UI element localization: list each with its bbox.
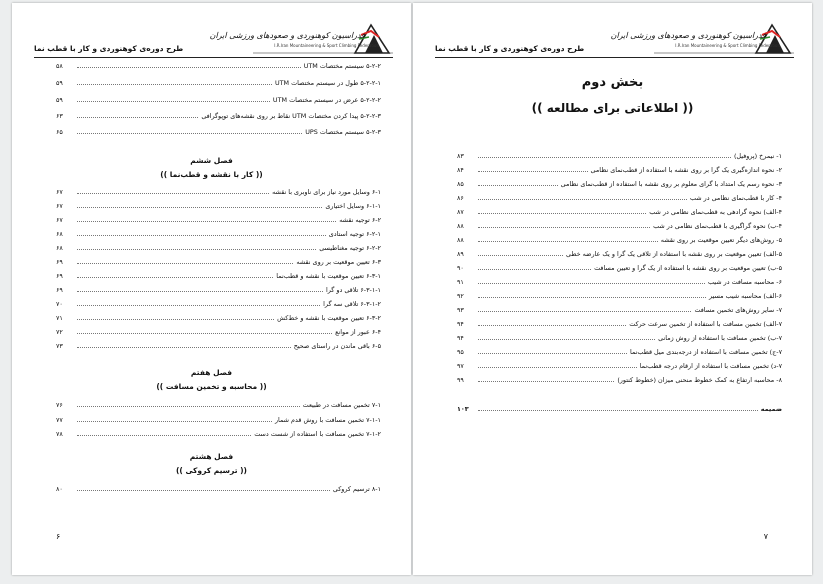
toc-leader — [478, 170, 588, 172]
toc-page-number: ۸۹ — [457, 250, 464, 258]
toc-leader — [77, 116, 198, 118]
header-title: طرح دوره‌ی کوهنوردی و کار با قطب نما — [34, 44, 184, 53]
toc-row[interactable] — [56, 253, 381, 266]
toc-row[interactable] — [457, 175, 782, 188]
toc-row-appendix[interactable] — [457, 400, 782, 413]
toc-leader — [77, 276, 273, 278]
toc-page-number: ۱۰۳ — [457, 405, 469, 413]
toc-row[interactable] — [457, 231, 782, 244]
toc-page-number: ۶۸ — [56, 244, 63, 252]
toc-label: ۵-۲-۲-۱ طول در سیستم مختصات UTM — [274, 79, 381, 87]
toc-label: ۵-ب) تعیین موقعیت بر روی نقشه با استفاده از یک گرا و تعیین مسافت — [594, 264, 782, 272]
toc-label: ۷-۱-۲ تخمین مسافت با استفاده از شست دست — [254, 430, 381, 438]
toc-leader — [77, 100, 270, 102]
toc-leader — [478, 338, 655, 340]
toc-label: ۵-۲-۲ سیستم مختصات UTM — [303, 62, 381, 70]
toc-label: ۶-۱-۱ وسایل اختیاری — [325, 202, 381, 210]
toc-row[interactable] — [457, 245, 782, 258]
toc-row[interactable] — [56, 197, 381, 210]
toc-leader — [77, 83, 272, 85]
toc-page-number: ۶۹ — [56, 258, 63, 266]
toc-page-number: ۸۵ — [457, 180, 464, 188]
toc-page-number: ۹۵ — [457, 348, 464, 356]
toc-page-number: ۶۷ — [56, 216, 63, 224]
chapter-8-subtitle: (( ترسیم کروکی )) — [176, 466, 247, 475]
toc-label: ۷- سایر روش‌های تخمین مسافت — [694, 306, 782, 314]
toc-label: ۷-الف) تخمین مسافت با استفاده از تخمین سرعت حرکت — [629, 320, 782, 328]
toc-leader — [77, 66, 301, 68]
page-header — [435, 21, 794, 58]
toc-leader — [77, 206, 322, 208]
toc-page-number: ۸۸ — [457, 222, 464, 230]
toc-page-number: ۹۴ — [457, 320, 464, 328]
toc-label: ۷-ب) تخمین مسافت با استفاده از روش زمانی — [658, 334, 782, 342]
toc-label: ۶-۳-۱ تعیین موقعیت با نقشه و قطب‌نما — [276, 272, 381, 280]
toc-label: ۴-ب) نحوه گراگیری با قطب‌نمای نظامی در شب — [653, 222, 782, 230]
toc-row[interactable] — [457, 315, 782, 328]
toc-label: ۶-۳-۱-۲ تلاقی سه گرا — [323, 300, 381, 308]
toc-label: ۵-الف) تعیین موقعیت بر روی نقشه با استفاده از تلاقی یک گرا و یک عارضه خطی — [566, 250, 782, 258]
toc-label: ۶-۳ تعیین موقعیت بر روی نقشه — [296, 258, 381, 266]
toc-row[interactable] — [56, 183, 381, 196]
toc-leader — [478, 380, 614, 382]
toc-row[interactable] — [56, 74, 381, 87]
toc-row[interactable] — [56, 425, 381, 438]
toc-label: ۵-۲-۳ سیستم مختصات UPS — [305, 128, 381, 136]
toc-label: ۷-د) تخمین مسافت با استفاده از ارقام درجه قطب‌نما — [639, 362, 782, 370]
toc-label: ضمیمه — [760, 405, 782, 413]
toc-leader — [478, 240, 658, 242]
toc-leader — [478, 366, 637, 368]
toc-leader — [478, 198, 687, 200]
toc-leader — [478, 324, 626, 326]
toc-leader — [478, 226, 650, 228]
toc-label: ۵-۲-۲-۲ عرض در سیستم مختصات UTM — [272, 96, 381, 104]
toc-page-number: ۵۸ — [56, 62, 63, 70]
toc-page-number: ۷۲ — [56, 328, 63, 336]
toc-label: ۱- نیمرخ (پروفیل) — [733, 152, 782, 160]
toc-label: ۵-۲-۲-۳ پیدا کردن مختصات UTM نقاط بر روی نقشه‌های توپوگرافی — [201, 112, 381, 120]
toc-leader — [77, 304, 320, 306]
toc-leader — [478, 352, 627, 354]
toc-page-number: ۵۹ — [56, 96, 63, 104]
toc-page-number: ۶۷ — [56, 188, 63, 196]
federation-logo — [209, 21, 393, 55]
toc-label: ۶-۲ توجیه نقشه — [339, 216, 381, 224]
toc-leader — [77, 346, 291, 348]
toc-page-number: ۸۰ — [56, 485, 63, 493]
toc-row[interactable] — [56, 211, 381, 224]
toc-leader — [478, 156, 731, 158]
toc-row[interactable] — [56, 107, 381, 120]
toc-page-number: ۸۴ — [457, 166, 464, 174]
toc-row[interactable] — [56, 295, 381, 308]
toc-row[interactable] — [457, 161, 782, 174]
toc-row[interactable] — [56, 267, 381, 280]
toc-page-number: ۹۷ — [457, 362, 464, 370]
page-6 — [12, 3, 411, 575]
toc-label: ۴- کار با قطب‌نمای نظامی در شب — [689, 194, 782, 202]
toc-page-number: ۸۸ — [457, 236, 464, 244]
toc-page-number: ۷۷ — [56, 416, 63, 424]
chapter-8-title: فصل هشتم — [189, 452, 234, 461]
toc-page-number: ۹۰ — [457, 264, 464, 272]
toc-row[interactable] — [457, 287, 782, 300]
toc-leader — [478, 409, 758, 411]
toc-page-number: ۶۵ — [56, 128, 63, 136]
logo-english-text: I.R.Iran Mountaineering & Sport Climbing Federation — [675, 43, 780, 48]
toc-page-number: ۹۱ — [457, 278, 464, 286]
toc-label: ۶-۱ وسایل مورد نیاز برای ناوبری با نقشه — [272, 188, 381, 196]
toc-leader — [77, 318, 274, 320]
toc-row[interactable] — [56, 337, 381, 350]
toc-row[interactable] — [56, 225, 381, 238]
section-subtitle: (( اطلاعاتی برای مطالعه )) — [531, 101, 694, 115]
toc-row[interactable] — [457, 357, 782, 370]
page-header — [34, 21, 393, 58]
logo-script-text: فدراسیون کوهنوردی و صعودهای ورزشی ایران — [209, 31, 365, 40]
toc-leader — [77, 332, 332, 334]
toc-label: ۶-الف) محاسبه شیب مسیر — [708, 292, 782, 300]
toc-row[interactable] — [56, 239, 381, 252]
toc-label: ۷-ج) تخمین مسافت با استفاده از درجه‌بندی میل قطب‌نما — [630, 348, 782, 356]
toc-row[interactable] — [457, 147, 782, 160]
toc-row[interactable] — [457, 329, 782, 342]
toc-page-number: ۹۲ — [457, 292, 464, 300]
toc-page-number: ۵۹ — [56, 79, 63, 87]
logo-script-text: فدراسیون کوهنوردی و صعودهای ورزشی ایران — [610, 31, 766, 40]
toc-row[interactable] — [56, 123, 381, 136]
chapter-6-subtitle: (( کار با نقشه و قطب‌نما )) — [160, 170, 263, 179]
toc-label: ۷-۱ تخمین مسافت در طبیعت — [302, 401, 381, 409]
toc-label: ۷-۱-۱ تخمین مسافت با روش قدم شمار — [274, 416, 381, 424]
toc-leader — [77, 290, 323, 292]
toc-row[interactable] — [56, 480, 381, 493]
toc-label: ۵- روش‌های دیگر تعیین موقعیت بر روی نقشه — [660, 236, 782, 244]
toc-leader — [478, 268, 591, 270]
toc-row[interactable] — [56, 411, 381, 424]
toc-page-number: ۶۸ — [56, 230, 63, 238]
toc-page-number: ۶۹ — [56, 272, 63, 280]
toc-row[interactable] — [56, 396, 381, 409]
page-7 — [413, 3, 812, 575]
toc-page-number: ۸۳ — [457, 152, 464, 160]
toc-page-number: ۷۳ — [56, 342, 63, 350]
toc-row[interactable] — [457, 189, 782, 202]
toc-row[interactable] — [56, 309, 381, 322]
toc-label: ۶-۳-۱-۱ تلاقی دو گرا — [326, 286, 381, 294]
toc-row[interactable] — [457, 343, 782, 356]
toc-row[interactable] — [457, 273, 782, 286]
toc-page-number: ۶۷ — [56, 202, 63, 210]
toc-page-number: ۸۶ — [457, 194, 464, 202]
page-number: ۶ — [56, 532, 61, 541]
toc-leader — [77, 248, 316, 250]
toc-row[interactable] — [56, 91, 381, 104]
toc-page-number: ۸۷ — [457, 208, 464, 216]
toc-leader — [77, 420, 272, 422]
page-number: ۷ — [763, 532, 768, 541]
toc-leader — [478, 296, 706, 298]
chapter-6-title: فصل ششم — [190, 156, 233, 165]
toc-page-number: ۹۹ — [457, 376, 464, 384]
toc-label: ۶-۳-۲ تعیین موقعیت با نقشه و خط‌کش — [277, 314, 381, 322]
toc-label: ۶-۵ باقی ماندن در راستای صحیح — [293, 342, 381, 350]
toc-leader — [478, 310, 691, 312]
toc-leader — [77, 192, 269, 194]
toc-page-number: ۷۰ — [56, 300, 63, 308]
chapter-7-subtitle: (( محاسبه و تخمین مسافت )) — [156, 382, 267, 391]
toc-leader — [478, 282, 705, 284]
toc-label: ۴-الف) نحوه گرادهی به قطب‌نمای نظامی در شب — [649, 208, 782, 216]
toc-leader — [77, 405, 300, 407]
toc-page-number: ۷۸ — [56, 430, 63, 438]
toc-leader — [77, 220, 336, 222]
toc-label: ۲- نحوه اندازه‌گیری یک گرا بر روی نقشه با استفاده از قطب‌نمای نظامی — [590, 166, 782, 174]
toc-row[interactable] — [457, 217, 782, 230]
toc-leader — [478, 184, 558, 186]
toc-page-number: ۷۱ — [56, 314, 63, 322]
section-title: بخش دوم — [581, 75, 644, 90]
toc-label: ۸- محاسبه ارتفاع به کمک خطوط منحنی میزان (خطوط کنتور) — [617, 376, 782, 384]
toc-row[interactable] — [457, 203, 782, 216]
toc-leader — [478, 212, 646, 214]
toc-page-number: ۷۶ — [56, 401, 63, 409]
toc-leader — [77, 262, 293, 264]
toc-label: ۶-۲-۱ توجیه استادی — [328, 230, 381, 238]
toc-label: ۶-۲-۲ توجیه مغناطیسی — [319, 244, 381, 252]
federation-logo — [610, 21, 794, 55]
toc-row[interactable] — [457, 371, 782, 384]
toc-page-number: ۹۴ — [457, 334, 464, 342]
header-title: طرح دوره‌ی کوهنوردی و کار با قطب نما — [435, 44, 585, 53]
chapter-7-title: فصل هفتم — [190, 368, 233, 377]
toc-leader — [77, 434, 251, 436]
toc-leader — [77, 132, 302, 134]
toc-row[interactable] — [457, 301, 782, 314]
logo-english-text: I.R.Iran Mountaineering & Sport Climbing Federation — [274, 43, 379, 48]
toc-row[interactable] — [457, 259, 782, 272]
toc-row[interactable] — [56, 281, 381, 294]
toc-label: ۳- نحوه رسم یک امتداد با گرای معلوم بر روی نقشه با استفاده از قطب‌نمای نظامی — [560, 180, 782, 188]
toc-page-number: ۶۹ — [56, 286, 63, 294]
toc-label: ۶- محاسبه مسافت در شیب — [708, 278, 782, 286]
toc-page-number: ۶۳ — [56, 112, 63, 120]
toc-label: ۸-۱ ترسیم کروکی — [332, 485, 381, 493]
toc-row[interactable] — [56, 323, 381, 336]
toc-page-number: ۹۳ — [457, 306, 464, 314]
toc-label: ۶-۴ عبور از موانع — [335, 328, 381, 336]
toc-leader — [77, 489, 330, 491]
toc-leader — [478, 254, 563, 256]
toc-leader — [77, 234, 326, 236]
toc-row[interactable] — [56, 57, 381, 70]
